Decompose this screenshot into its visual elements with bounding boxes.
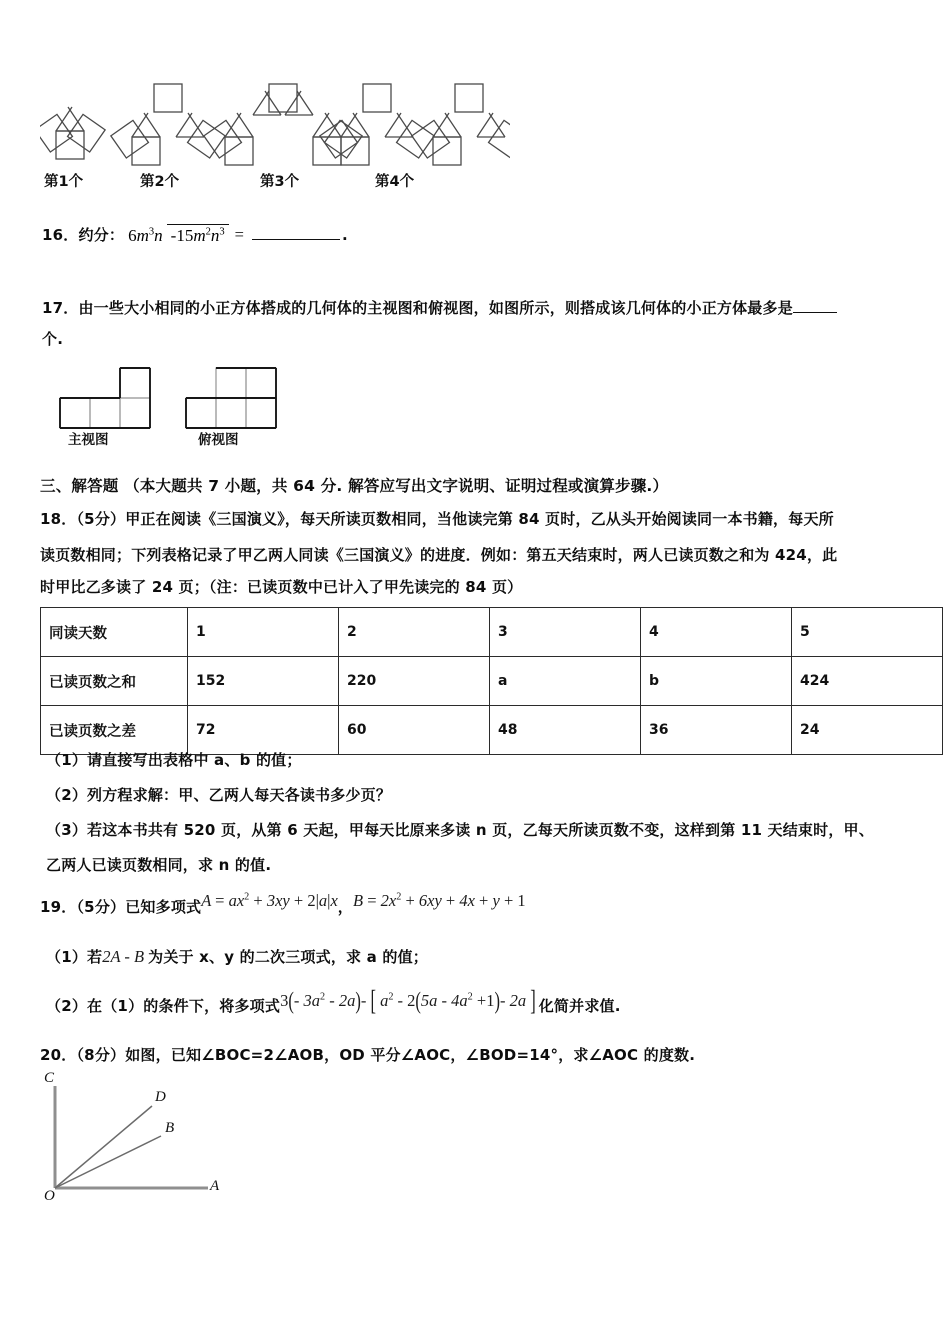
q18-sub-1 bbox=[46, 749, 302, 770]
q18-text-line3: 时甲比乙多读了 24 页；（注：已读页数中已计入了甲先读完的 84 页） bbox=[40, 578, 523, 596]
q16-numerator: $6m^3n$ bbox=[128, 225, 163, 245]
question-19-line1 bbox=[40, 891, 526, 917]
table-cell: 5 bbox=[792, 608, 943, 657]
front-view-grid bbox=[60, 368, 150, 428]
table-cell: a bbox=[490, 657, 641, 706]
front-view-label: 主视图 bbox=[68, 432, 109, 448]
table-row bbox=[41, 706, 943, 755]
table-cell: 36 bbox=[641, 706, 792, 755]
question-17-line1 bbox=[42, 297, 912, 318]
table-cell: 2 bbox=[339, 608, 490, 657]
question-18-line2 bbox=[40, 544, 837, 565]
q19-sub1-post: 为关于 x、y 的二次三项式，求 a 的值； bbox=[148, 948, 428, 966]
q16-number: 16． bbox=[42, 226, 79, 244]
question-16 bbox=[42, 224, 348, 246]
table-cell: 72 bbox=[188, 706, 339, 755]
question-18-line3 bbox=[40, 576, 522, 597]
top-view-grid bbox=[186, 368, 276, 428]
table-cell: 60 bbox=[339, 706, 490, 755]
top-view-label: 俯视图 bbox=[198, 432, 239, 448]
table-row-header: 同读天数 bbox=[41, 608, 188, 657]
table-cell: 3 bbox=[490, 608, 641, 657]
q19-sub2-pre: （2）在（1）的条件下，将多项式 bbox=[46, 997, 281, 1015]
table-cell: 48 bbox=[490, 706, 641, 755]
q19-sub2-expression: 3(- $3a^2 - 2a)-$ [ $a^2 - 2(5a - 4a^2 +1)-$ 2a ] bbox=[280, 983, 536, 1016]
q20-points: （8分） bbox=[76, 1046, 126, 1064]
q18-sub-3-line2 bbox=[46, 854, 271, 875]
q18-sub2-text: （2）列方程求解：甲、乙两人每天各读书多少页？ bbox=[46, 786, 392, 804]
q18-text-line1: 甲正在阅读《三国演义》，每天所读页数相同，当他读完第 84 页时，乙从头开始阅读同一本书籍，每天所 bbox=[125, 510, 834, 528]
table-row-header: 已读页数之和 bbox=[41, 657, 188, 706]
q19-sub2-post: 化简并求值. bbox=[538, 997, 621, 1015]
point-label-O: O bbox=[44, 1188, 55, 1204]
q19-sub1-expression: 2A - B bbox=[102, 947, 145, 966]
square-pattern-figure bbox=[40, 78, 510, 173]
question-20 bbox=[40, 1044, 695, 1065]
section-3-heading bbox=[40, 474, 668, 496]
q16-fraction bbox=[124, 226, 229, 246]
pattern-label-4: 第4个 bbox=[375, 174, 415, 190]
question-17-line2 bbox=[42, 328, 63, 349]
table-row bbox=[41, 657, 943, 706]
q19-points: （5分） bbox=[76, 898, 126, 916]
q16-prompt: 约分： bbox=[78, 226, 125, 244]
q20-number: 20． bbox=[40, 1046, 77, 1064]
q18-number: 18． bbox=[40, 510, 77, 528]
q16-equals: = bbox=[234, 225, 244, 244]
q19-expression-B: $B = 2x^2 + 6xy + 4x + y + 1$ bbox=[352, 891, 526, 910]
q18-sub3-text-line1: （3）若这本书共有 520 页，从第 6 天起，甲每天比原来多读 n 页，乙每天所读页数不变，这样到第 11 天结束时，甲、 bbox=[46, 821, 874, 839]
pattern-figure-labels bbox=[44, 170, 484, 194]
pattern-label-1: 第1个 bbox=[44, 174, 84, 190]
q17-text: 由一些大小相同的小正方体搭成的几何体的主视图和俯视图，如图所示，则搭成该几何体的小正方体最多是 bbox=[78, 299, 793, 317]
q18-text-line2: 读页数相同；下列表格记录了甲乙两人同读《三国演义》的进度．例如：第五天结束时，两人已读页数之和为 424，此 bbox=[40, 546, 838, 564]
q19-sub1-pre: （1）若 bbox=[46, 948, 103, 966]
q17-text-cont: 个. bbox=[42, 330, 64, 348]
pattern-label-3: 第3个 bbox=[260, 174, 300, 190]
q19-comma: ， bbox=[337, 898, 353, 916]
q18-sub3-text-line2: 乙两人已读页数相同，求 n 的值. bbox=[46, 856, 272, 874]
section-3-heading-text: 三、解答题 （本大题共 7 小题，共 64 分. 解答应写出文字说明、证明过程或演算步骤.） bbox=[40, 477, 669, 495]
point-label-A: A bbox=[210, 1178, 220, 1194]
q20-text: 如图，已知∠BOC=2∠AOB，OD 平分∠AOC，∠BOD=14°，求∠AOC 的度数. bbox=[125, 1046, 696, 1064]
table-row bbox=[41, 608, 943, 657]
q18-progress-table bbox=[40, 607, 943, 755]
table-cell: 152 bbox=[188, 657, 339, 706]
q18-sub-3-line1 bbox=[46, 819, 874, 840]
point-label-C: C bbox=[44, 1070, 55, 1086]
q19-sub-1 bbox=[46, 946, 428, 967]
q16-denominator: $-15m^2n^3$ bbox=[167, 224, 229, 245]
q18-points: （5分） bbox=[76, 510, 126, 528]
table-cell: 4 bbox=[641, 608, 792, 657]
q20-angle-diagram bbox=[30, 1068, 260, 1213]
table-cell: b bbox=[641, 657, 792, 706]
q19-lead: 已知多项式 bbox=[125, 898, 202, 916]
q18-sub-2 bbox=[46, 784, 391, 805]
q19-sub-2 bbox=[46, 983, 621, 1016]
table-cell: 220 bbox=[339, 657, 490, 706]
table-cell: 1 bbox=[188, 608, 339, 657]
q19-number: 19． bbox=[40, 898, 77, 916]
q16-answer-blank[interactable] bbox=[252, 228, 340, 240]
table-cell: 424 bbox=[792, 657, 943, 706]
q18-sub1-text: （1）请直接写出表格中 a、b 的值； bbox=[46, 751, 302, 769]
q16-period: . bbox=[341, 226, 348, 244]
question-18-line1 bbox=[40, 508, 834, 529]
point-label-B: B bbox=[165, 1120, 175, 1136]
q17-answer-blank[interactable] bbox=[793, 301, 837, 313]
q17-number: 17． bbox=[42, 299, 79, 317]
q19-expression-A: $A = ax^2 + 3xy + 2|a|x$ bbox=[201, 891, 338, 910]
point-label-D: D bbox=[155, 1089, 166, 1105]
table-row-header: 已读页数之差 bbox=[41, 706, 188, 755]
table-cell: 24 bbox=[792, 706, 943, 755]
q17-view-labels bbox=[46, 428, 326, 450]
pattern-label-2: 第2个 bbox=[140, 174, 180, 190]
